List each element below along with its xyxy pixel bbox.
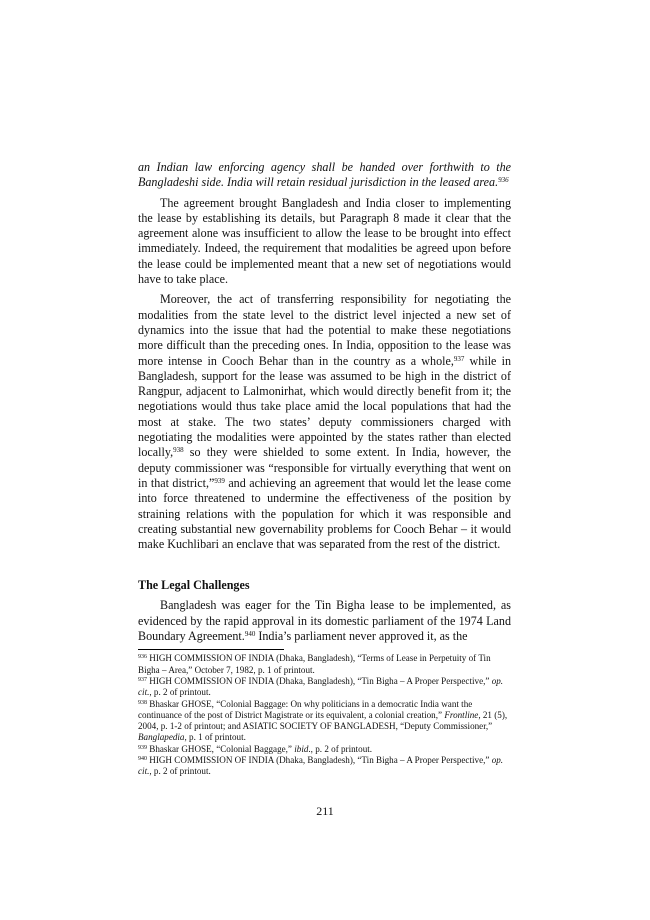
footnote-ref-939[interactable]: 939 (214, 476, 225, 485)
footnote-937: $^{937}$ HIGH COMMISSION OF INDIA (Dhaka, Bangladesh), “Tin Bigha – A Proper Perspective,” op. cit., p. 2 of printout. (138, 675, 504, 698)
footnote-936: $^{936}$ HIGH COMMISSION OF INDIA (Dhaka, Bangladesh), “Terms of Lease in Perpetuity of Tin Bigha – Area,” October 7, 1982, p. 1 of printout. (138, 653, 491, 675)
paragraph-agreement: The agreement brought Bangladesh and India closer to implementing the lease by establishing its details, but Paragraph 8 made it clear that the agreement alone was insufficient to allow the lease to be brought into effect immediately. Indeed, the requirement that modalities be agreed upon before the lease could be implemented meant that a new set of negotiations would have to take place. (138, 195, 511, 287)
quoted-passage: an Indian law enforcing agency shall be handed over forthwith to the Bangladeshi side. India will retain residual jurisdiction in the leased area.$^{936}$ (138, 160, 511, 190)
paragraph-legal: Bangladesh was eager for the Tin Bigha lease to be implemented, as evidenced by the rapid approval in its domestic parliament of the 1974 Land Boundary Agreement.$^{940}$ India’s parliament never approved it, as the (138, 598, 511, 644)
section-heading: The Legal Challenges (138, 578, 250, 593)
page-number: 211 (316, 804, 334, 818)
footnote-ref-938[interactable]: 938 (173, 446, 184, 455)
footnote-ref-940[interactable]: 940 (244, 630, 256, 639)
footnote-938: $^{938}$ Bhaskar GHOSE, “Colonial Baggage: On why politicians in a democratic India want the continuance of the post of District Magistrate or its equivalent, a colonial creation,” Frontline, 21 (5), 2004, p. 1-2 of printout; and ASIATIC SOCIETY OF BANGLADESH, “Deputy Commissioner,” Banglapedia, p. 1 of printout. (138, 698, 508, 743)
footnote-ref-936[interactable]: 936 (498, 176, 509, 185)
footnote-ref-937[interactable]: 937 (453, 354, 465, 363)
body-text (138, 160, 511, 778)
footnotes (138, 653, 511, 777)
footnote-divider (138, 649, 284, 650)
paragraph-modalities: Moreover, the act of transferring responsibility for negotiating the modalities from the state level to the district level injected a new set of dynamics into the issue that had the potential to make these negotiations more difficult than the preceding ones. In India, opposition to the lease was more intense in Cooch Behar than in the country as a whole,$^{937}$ while in Bangladesh, support for the lease was assumed to be high in the district of Rangpur, adjacent to Lalmonirhat, which would directly benefit from it; the negotiations would thus take place amid the local populations that had the most at stake. The two states’ deputy commissioners charged with negotiating the modalities were appointed by the states rather than elected locally,$^{938}$ so they were shielded to some extent. In India, however, the deputy commissioner was “responsible for virtually everything that went on in that district,”$^{939}$ and achieving an agreement that would let the lease come into force threatened to undermine the effectiveness of the position by straining relations with the population for which it was responsible and creating substantial new governability problems for Cooch Behar – it would make Kuchlibari an enclave that was separated from the rest of the district. (138, 292, 512, 552)
footnote-940: $^{940}$ HIGH COMMISSION OF INDIA (Dhaka, Bangladesh), “Tin Bigha – A Proper Perspective,” op. cit., p. 2 of printout. (138, 754, 504, 777)
footnote-939: $^{939}$ Bhaskar GHOSE, “Colonial Baggage,” ibid., p. 2 of printout. (138, 743, 373, 754)
